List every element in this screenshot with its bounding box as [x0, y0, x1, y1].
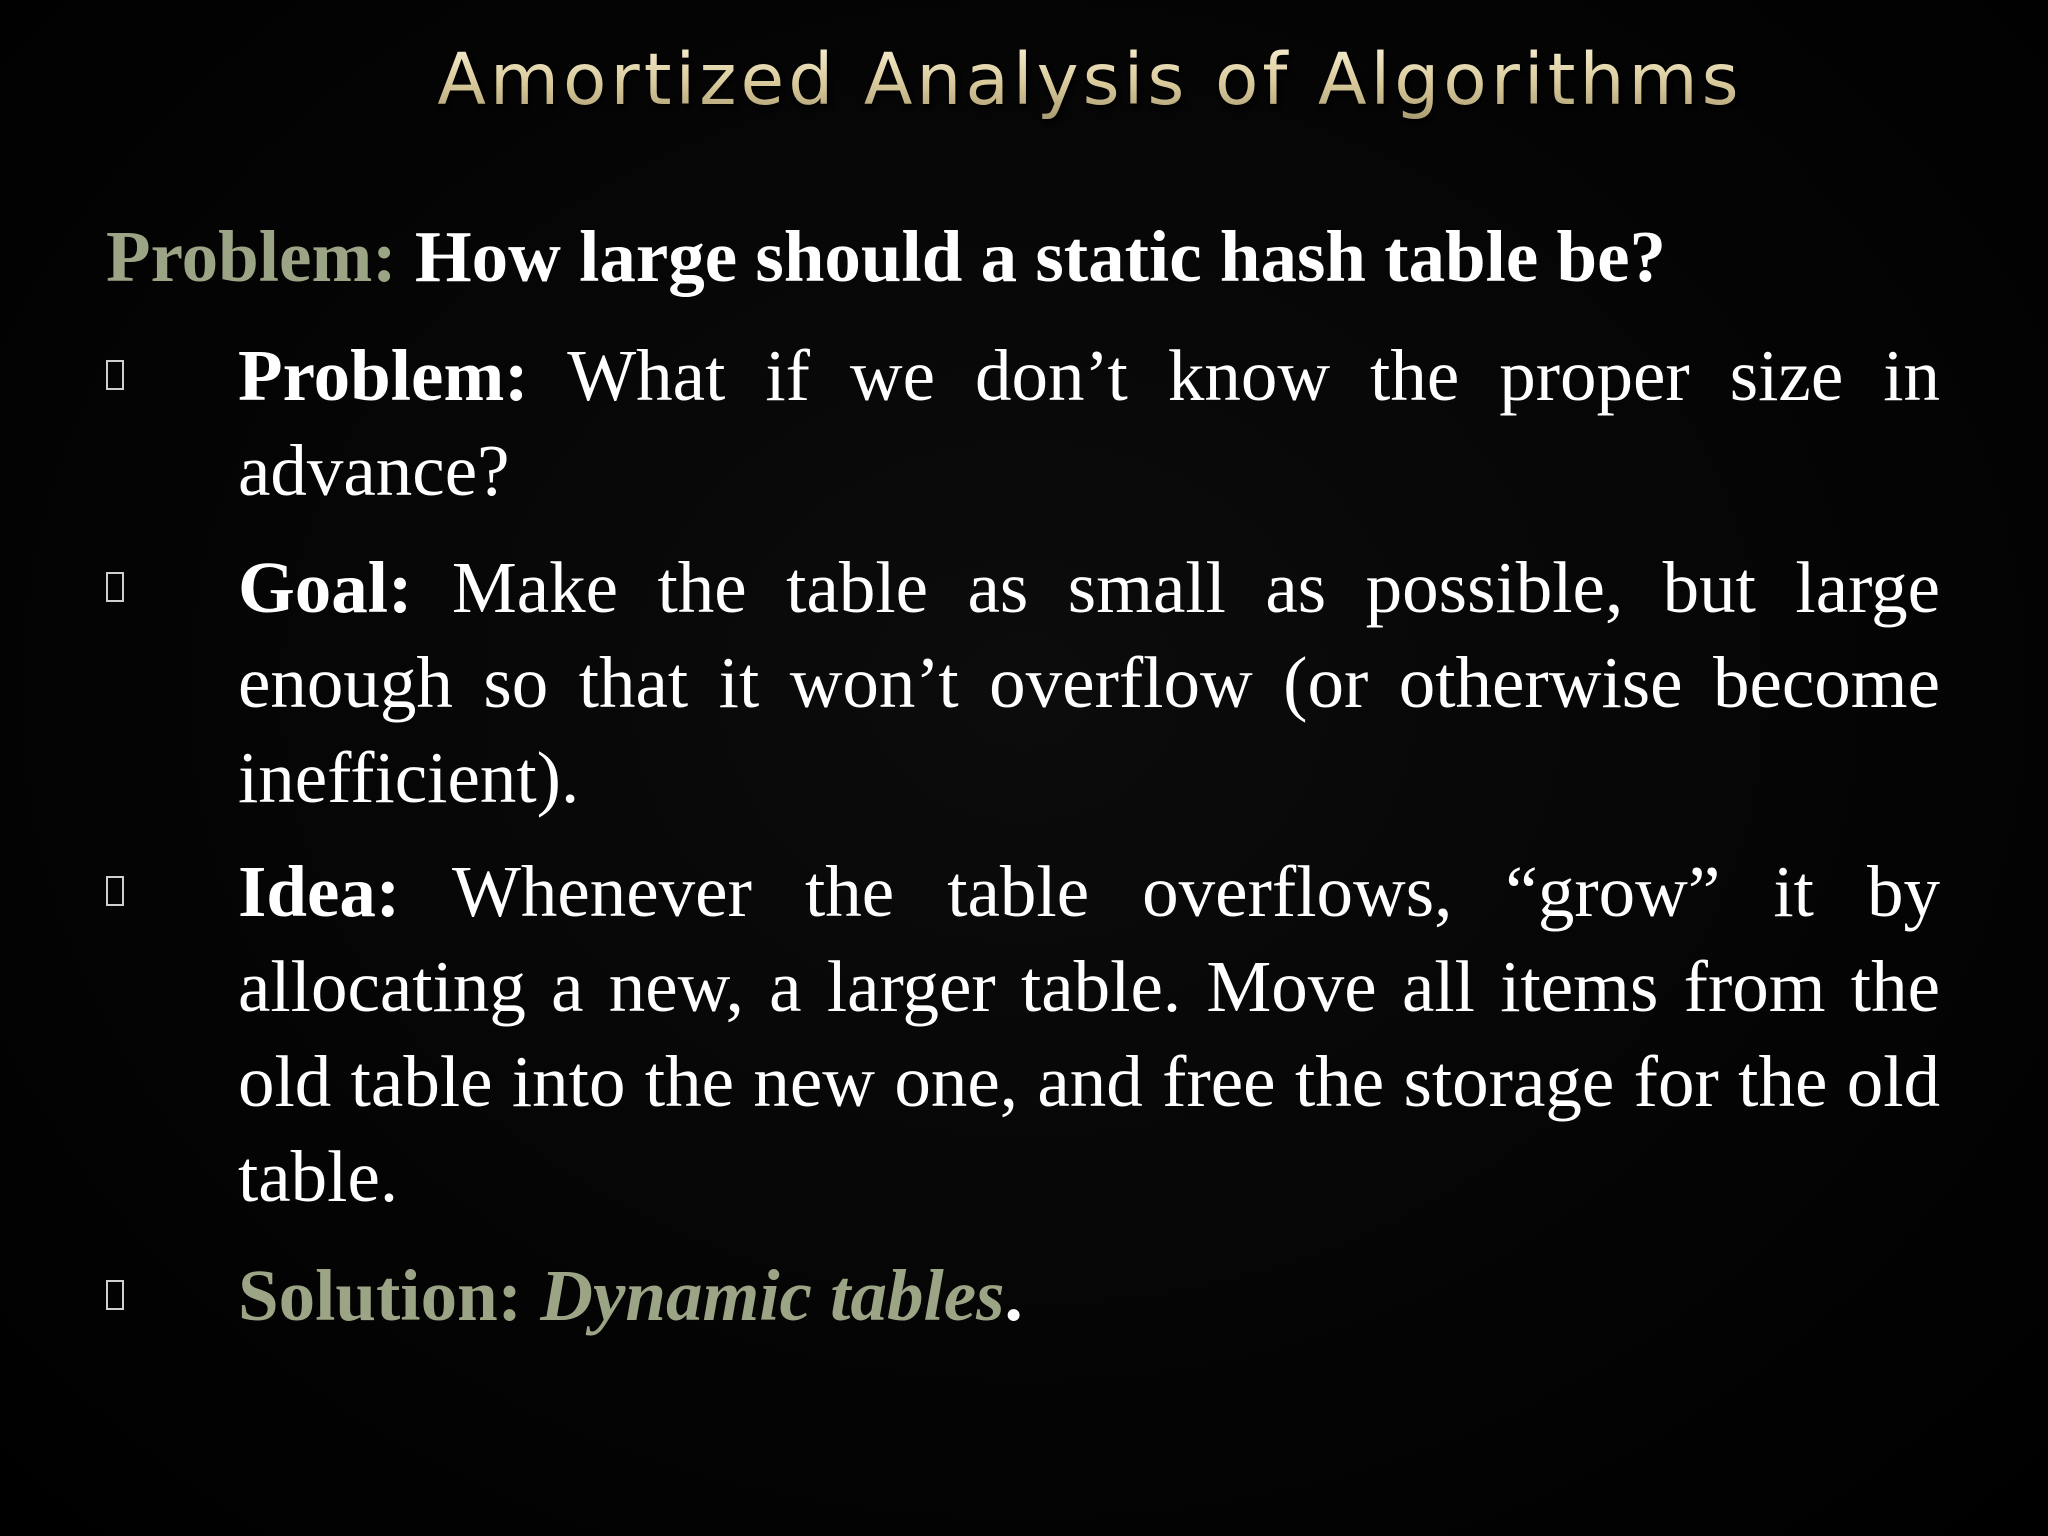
bullet-solution-text: Dynamic tables [540, 1255, 1005, 1336]
bullet-solution-period: . [1004, 1255, 1023, 1336]
bullet-problem-label: Problem: [238, 335, 529, 416]
slide-title: Amortized Analysis of Algorithms [0, 38, 2048, 121]
heading-text: How large should a static hash table be? [414, 216, 1667, 297]
bullet-idea-label: Idea: [238, 851, 401, 932]
heading-label: Problem: [106, 216, 397, 297]
bullet-solution-label: Solution: [238, 1255, 522, 1336]
bullet-marker-icon [106, 1280, 124, 1310]
bullet-idea [238, 844, 1940, 1224]
bullet-problem [238, 328, 1940, 518]
bullet-solution [238, 1248, 1023, 1343]
bullet-goal-label: Goal: [238, 547, 413, 628]
bullet-marker-icon [106, 876, 124, 906]
bullet-marker-icon [106, 572, 124, 602]
bullet-marker-icon [106, 360, 124, 390]
bullet-idea-text: Whenever the table overflows, “grow” it by allocating a new, a larger table. Move all items from the old table into the new one, and free the storage for the old table. [238, 851, 1940, 1217]
bullet-goal [238, 540, 1940, 825]
bullet-problem-text: What if we don’t know the proper size in advance? [238, 335, 1940, 511]
bullet-goal-text: Make the table as small as possible, but large enough so that it won’t overflow (or otherwise become inefficient). [238, 547, 1940, 818]
problem-heading [106, 215, 1666, 299]
